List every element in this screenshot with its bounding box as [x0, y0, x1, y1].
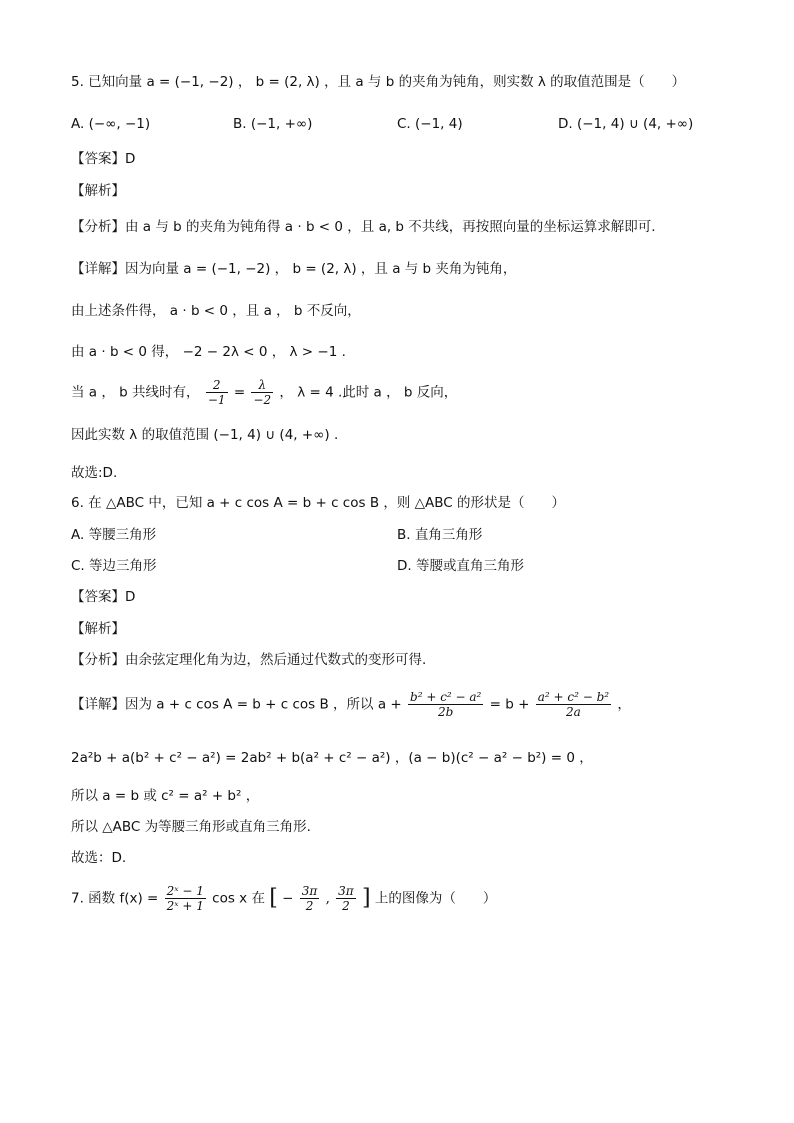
- q6-choose: 故选：D.: [71, 850, 127, 866]
- q7-comma: ,: [325, 890, 330, 907]
- q6-detail-1: [71, 690, 631, 719]
- q5-option-d: D. (−1, 4) ∪ (4, +∞): [558, 116, 694, 132]
- q7-interval-upper-den: 2: [342, 899, 350, 913]
- q6-option-a: A. 等腰三角形: [71, 527, 157, 543]
- q6-fraction-1-num: b² + c² − a²: [410, 690, 482, 704]
- q7-minus-sign: −: [282, 890, 294, 907]
- q5-fraction-1-num: 2: [206, 378, 228, 393]
- q7-function-num: 2ˣ − 1: [166, 884, 204, 898]
- q7-stem: [71, 884, 496, 913]
- q5-fraction-2-num: λ: [251, 378, 273, 393]
- q7-stem-text-b: cos x 在: [212, 890, 265, 907]
- q5-detail-4-text-a: 当 a ， b 共线时有，: [71, 384, 200, 401]
- q7-interval-upper-num: 3π: [338, 884, 354, 898]
- q7-interval-lower-den: 2: [305, 899, 314, 913]
- q5-detail-1: 【详解】因为向量 a = (−1, −2) ， b = (2, λ) ，且 a 与 b 夹角为钝角，: [71, 261, 517, 277]
- q5-detail-3: 由 a · b < 0 得， −2 − 2λ < 0 ， λ > −1 .: [71, 344, 346, 360]
- q5-stem: 5. 已知向量 a = (−1, −2) ， b = (2, λ) ，且 a 与 b 的夹角为钝角，则实数 λ 的取值范围是（ ）: [71, 74, 686, 90]
- q6-detail-4: 所以 △ABC 为等腰三角形或直角三角形.: [71, 819, 311, 835]
- q5-answer: 【答案】D: [71, 151, 136, 167]
- q5-analysis: 【分析】由 a 与 b 的夹角为钝角得 a · b < 0 ，且 a, b 不共线，再按照向量的坐标运算求解即可.: [71, 219, 656, 235]
- q6-detail-1-mid: = b +: [489, 696, 530, 713]
- q7-interval-lower: [300, 884, 320, 913]
- q7-stem-text-c: 上的图像为（ ）: [374, 890, 497, 907]
- q6-fraction-2: [536, 690, 611, 719]
- q7-interval-upper: [336, 884, 356, 913]
- q6-option-b: B. 直角三角形: [397, 527, 483, 543]
- q6-analysis: 【分析】由余弦定理化角为边，然后通过代数式的变形可得.: [71, 652, 427, 668]
- q5-detail-2: 由上述条件得， a · b < 0 ，且 a ， b 不反向，: [71, 303, 361, 319]
- q6-fraction-1: [408, 690, 483, 719]
- q6-detail-1-text-a: 【详解】因为 a + c cos A = b + c cos B ，所以 a +: [71, 696, 402, 713]
- q5-option-b: B. (−1, +∞): [233, 116, 313, 132]
- q6-detail-3: 所以 a = b 或 c² = a² + b² ，: [71, 788, 260, 804]
- q6-fraction-2-den: 2a: [566, 705, 581, 719]
- q5-detail-4-text-b: ， λ = 4 .此时 a ， b 反向，: [279, 384, 458, 401]
- q5-fraction-2-den: −2: [253, 393, 272, 407]
- q6-option-c: C. 等边三角形: [71, 558, 157, 574]
- q5-detail-5: 因此实数 λ 的取值范围 (−1, 4) ∪ (4, +∞) .: [71, 427, 339, 443]
- q5-detail-4: [71, 378, 457, 407]
- q6-fraction-2-num: a² + c² − b²: [537, 690, 610, 704]
- q5-option-a: A. (−∞, −1): [71, 116, 151, 132]
- q7-function-den: 2ˣ + 1: [166, 899, 204, 913]
- q5-fraction-1: [206, 378, 228, 407]
- q5-option-c: C. (−1, 4): [397, 116, 463, 132]
- q6-stem: 6. 在 △ABC 中，已知 a + c cos A = b + c cos B ，则 △ABC 的形状是（ ）: [71, 495, 566, 511]
- q7-right-bracket: ]: [362, 885, 371, 911]
- q6-answer: 【答案】D: [71, 589, 136, 605]
- q5-fraction-1-den: −1: [207, 393, 226, 407]
- q6-fraction-1-den: 2b: [438, 705, 454, 719]
- q7-left-bracket: [: [269, 885, 278, 911]
- q7-stem-text-a: 7. 函数 f(x) =: [71, 890, 159, 907]
- q6-analysis-title: 【解析】: [71, 621, 125, 637]
- q5-fraction-2: [251, 378, 273, 407]
- q5-detail-4-eq: =: [233, 384, 246, 401]
- q7-function-fraction: [165, 884, 206, 913]
- q6-detail-1-end: ，: [617, 696, 631, 713]
- q7-interval-lower-num: 3π: [301, 884, 318, 898]
- q5-choose: 故选:D.: [71, 465, 118, 481]
- q6-option-d: D. 等腰或直角三角形: [397, 558, 524, 574]
- q6-detail-2: 2a²b + a(b² + c² − a²) = 2ab² + b(a² + c² − a²) ，(a − b)(c² − a² − b²) = 0 ，: [71, 750, 593, 766]
- q5-analysis-title: 【解析】: [71, 183, 125, 199]
